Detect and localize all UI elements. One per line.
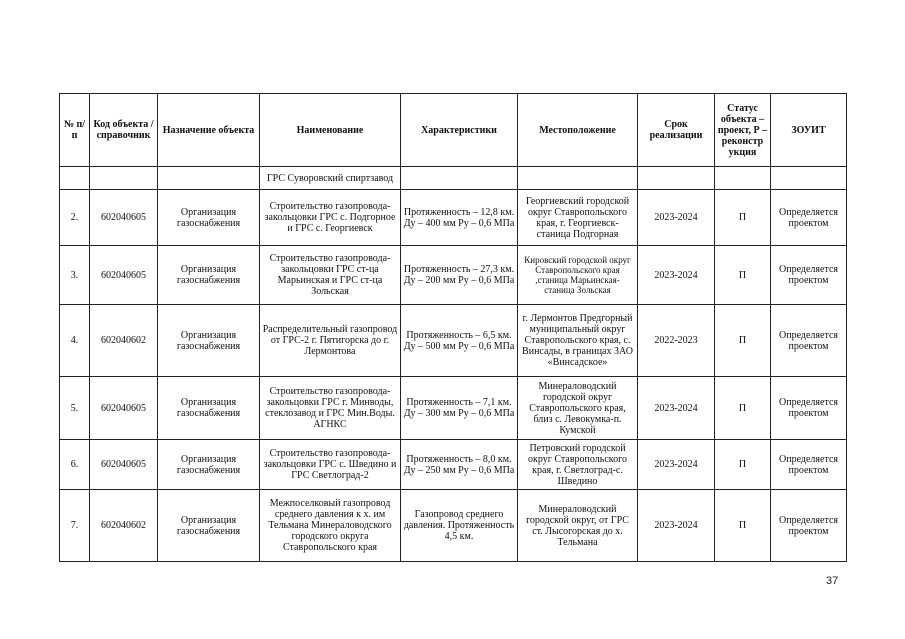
cell-specs: Газопровод среднего давления. Протяженность 4,5 км. [401,490,518,562]
cell-name: Распределительный газопровод от ГРС-2 г. Пятигорска до г. Лермонтова [260,305,401,377]
cell-location: Петровский городской округ Ставропольского края, г. Светлоград-с. Шведино [518,440,638,490]
infrastructure-table [59,93,847,562]
cell-zouit: Определяется проектом [771,440,847,490]
cell-empty [158,167,260,190]
cell-purpose: Организация газоснабжения [158,190,260,246]
table-row [60,190,847,246]
header-location: Местоположение [518,94,638,167]
header-specs: Характеристики [401,94,518,167]
cell-empty [90,167,158,190]
cell-zouit: Определяется проектом [771,490,847,562]
header-term: Срок реализации [638,94,715,167]
cell-empty [60,167,90,190]
cell-specs: Протяженность – 6,5 км. Ду – 500 мм Ру – 0,6 МПа [401,305,518,377]
cell-status: П [715,246,771,305]
cell-specs: Протяженность – 27,3 км. Ду – 200 мм Ру – 0,6 МПа [401,246,518,305]
cell-num: 7. [60,490,90,562]
cell-term: 2023-2024 [638,377,715,440]
header-num: № п/п [60,94,90,167]
header-zouit: ЗОУИТ [771,94,847,167]
cell-code: 602040605 [90,246,158,305]
table-row [60,440,847,490]
header-name: Наименование [260,94,401,167]
cell-status: П [715,490,771,562]
cell-empty [638,167,715,190]
cell-specs: Протяженность – 8,0 км. Ду – 250 мм Ру – 0,6 МПа [401,440,518,490]
table-row [60,305,847,377]
cell-status: П [715,305,771,377]
cell-zouit: Определяется проектом [771,246,847,305]
header-status: Статус объекта – проект, Р – реконстр укция [715,94,771,167]
cell-status: П [715,377,771,440]
cell-name: Строительство газопровода-закольцовки ГРС ст-ца Марьинская и ГРС ст-ца Зольская [260,246,401,305]
cell-code: 602040605 [90,190,158,246]
cell-purpose: Организация газоснабжения [158,305,260,377]
cell-status: П [715,440,771,490]
cell-num: 6. [60,440,90,490]
page-number: 37 [826,575,839,587]
cell-location: г. Лермонтов Предгорный муниципальный округ Ставропольского края, с. Винсады, в границах ЗАО «Винсадское» [518,305,638,377]
cell-purpose: Организация газоснабжения [158,377,260,440]
cell-location: Георгиевский городской округ Ставропольского края, г. Георгиевск-станица Подгорная [518,190,638,246]
header-purpose: Назначение объекта [158,94,260,167]
table-row [60,377,847,440]
cell-location: Минераловодский городской округ, от ГРС ст. Лысогорская до х. Тельмана [518,490,638,562]
cell-code: 602040605 [90,440,158,490]
cell-name: ГРС Суворовский спиртзавод [260,167,401,190]
cell-purpose: Организация газоснабжения [158,440,260,490]
header-code: Код объекта / справочник [90,94,158,167]
cell-zouit: Определяется проектом [771,377,847,440]
table-row-continuation [60,167,847,190]
cell-code: 602040602 [90,490,158,562]
cell-empty [518,167,638,190]
cell-specs: Протяженность – 7,1 км. Ду – 300 мм Ру – 0,6 МПа [401,377,518,440]
cell-status: П [715,190,771,246]
cell-location: Минераловодский городской округ Ставропольского края, близ с. Левокумка-п. Кумской [518,377,638,440]
cell-location: Кировский городской округ Ставропольского края ,станица Марьинская-станица Зольская [518,246,638,305]
cell-term: 2023-2024 [638,190,715,246]
cell-specs: Протяженность – 12,8 км. Ду – 400 мм Ру – 0,6 МПа [401,190,518,246]
cell-name: Строительство газопровода-закольцовки ГРС с. Шведино и ГРС Светлоград-2 [260,440,401,490]
cell-num: 5. [60,377,90,440]
cell-num: 2. [60,190,90,246]
cell-term: 2023-2024 [638,440,715,490]
cell-zouit: Определяется проектом [771,190,847,246]
table-row [60,490,847,562]
cell-name: Строительство газопровода-закольцовки ГРС с. Подгорное и ГРС с. Георгиевск [260,190,401,246]
cell-name: Межпоселковый газопровод среднего давления к х. им Тельмана Минераловодского городского округа Ставропольского края [260,490,401,562]
cell-code: 602040605 [90,377,158,440]
cell-name: Строительство газопровода-закольцовки ГРС г. Минводы, стеклозавод и ГРС Мин.Воды. АГНКС [260,377,401,440]
cell-num: 4. [60,305,90,377]
cell-empty [715,167,771,190]
cell-purpose: Организация газоснабжения [158,490,260,562]
cell-empty [401,167,518,190]
cell-code: 602040602 [90,305,158,377]
cell-term: 2022-2023 [638,305,715,377]
cell-purpose: Организация газоснабжения [158,246,260,305]
cell-term: 2023-2024 [638,490,715,562]
table-header-row [60,94,847,167]
table-row [60,246,847,305]
cell-empty [771,167,847,190]
cell-num: 3. [60,246,90,305]
cell-term: 2023-2024 [638,246,715,305]
cell-zouit: Определяется проектом [771,305,847,377]
